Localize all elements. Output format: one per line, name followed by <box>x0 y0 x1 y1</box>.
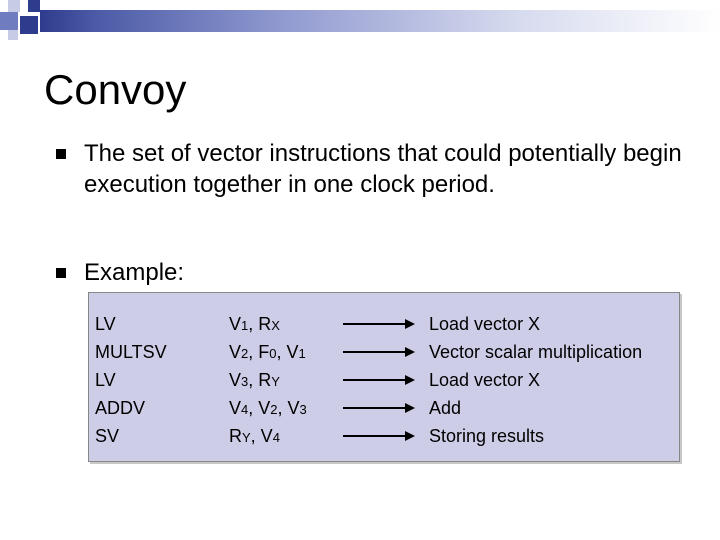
operand-text: , R <box>248 370 272 390</box>
right-arrow-icon <box>343 310 419 338</box>
header-gradient-band <box>40 10 720 32</box>
operand-index: Y <box>242 430 251 445</box>
operand-index: 1 <box>241 318 249 333</box>
operand-text: , V <box>248 398 271 418</box>
operand-text: , V <box>276 342 299 362</box>
operands <box>229 394 307 422</box>
operand-text: , V <box>277 398 300 418</box>
operand-index: 2 <box>241 346 249 361</box>
comment: Storing results <box>429 426 545 446</box>
operand-text: , V <box>250 426 273 446</box>
operands <box>229 422 307 450</box>
bullet-text: Example: <box>84 259 185 286</box>
comment: Load vector X <box>429 370 541 390</box>
arrow-column <box>343 310 419 450</box>
opcode: LV <box>95 314 116 334</box>
operand-index: 2 <box>270 402 278 417</box>
decor-square <box>8 0 20 12</box>
operand-index: 3 <box>299 402 307 417</box>
square-bullet-icon <box>56 149 66 159</box>
header-decoration <box>0 0 720 40</box>
right-arrow-icon <box>343 366 419 394</box>
opcode: MULTSV <box>95 342 167 362</box>
operand-text: V <box>229 342 242 362</box>
opcode: SV <box>95 426 120 446</box>
operand-text: , F <box>248 342 270 362</box>
right-arrow-icon <box>343 338 419 366</box>
bullet-text: The set of vector instructions that could potentially begin execution together in one clock period. <box>84 140 682 198</box>
comment: Vector scalar multiplication <box>429 342 643 362</box>
operand-index: 4 <box>241 402 249 417</box>
operand-text: V <box>229 370 242 390</box>
operands <box>229 310 307 338</box>
comment: Add <box>429 398 462 418</box>
operand-index: 1 <box>298 346 306 361</box>
operand-index: Y <box>271 374 280 389</box>
decor-square <box>8 30 18 40</box>
decor-square <box>0 12 18 30</box>
operand-index: 0 <box>269 346 277 361</box>
operand-text: , R <box>248 314 272 334</box>
right-arrow-icon <box>343 394 419 422</box>
square-bullet-icon <box>56 268 66 278</box>
comment: Load vector X <box>429 314 541 334</box>
code-example-box <box>88 292 680 462</box>
operand-text: V <box>229 398 242 418</box>
right-arrow-icon <box>343 422 419 450</box>
operand-index: 4 <box>272 430 280 445</box>
operand-text: V <box>229 314 242 334</box>
opcode: LV <box>95 370 116 390</box>
comment-column <box>429 310 642 450</box>
opcode: ADDV <box>95 398 146 418</box>
operand-index: 3 <box>241 374 249 389</box>
opcode-column <box>95 310 167 450</box>
operands <box>229 338 307 366</box>
operand-text: R <box>229 426 242 446</box>
decor-square <box>28 0 40 12</box>
slide-title: Convoy <box>44 66 187 113</box>
operands <box>229 366 307 394</box>
operand-column <box>229 310 307 450</box>
operand-index: X <box>271 318 280 333</box>
decor-square <box>20 16 38 34</box>
